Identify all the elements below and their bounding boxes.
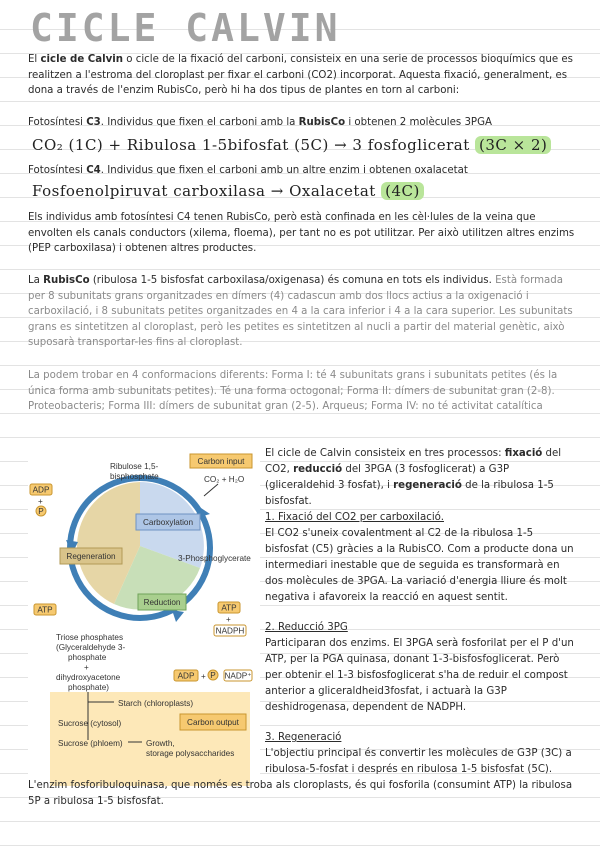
intro-text: El [28,54,41,65]
calvin-text-4: de la ribulosa 1-5 bisfosfat. [265,480,554,507]
step1-heading: 1. Fixació del CO2 per carboxilació. [265,512,444,523]
c3-formula-text: CO₂ (1C) + Ribulosa 1-5bifosfat (5C) → 3 fosfoglicerat [32,136,470,154]
c4-formula [32,182,424,200]
step1-body: El CO2 s'uneix covalentment al C2 de la ribulosa 1-5 bisfosfat (C5) gràcies a la RubisCO. Com a producte dona un intermediari inestable que de seguida es transformarà en dos molècules de 3PGA. La variació d'energia lliure és molt negativa i afavoreix la reacció en aquest sentit. [265,528,574,603]
calvin-text-2: del CO2, [265,448,562,475]
calvin-bold-fixacio: fixació [504,448,543,459]
storage-label: storage polysaccharides [146,749,235,758]
step2-section [265,620,575,716]
carbon-output-label: Carbon output [187,718,239,727]
nadp-label: NADP⁺ [224,671,252,681]
sucrose-phloem-label: Sucrose (phloem) [58,739,123,748]
triose-line-1: Triose phosphates [56,633,124,642]
rubisco-text-2: (ribulosa 1-5 bisfosfat carboxilasa/oxigenasa) és comuna en tots els individus. [89,275,496,286]
c3-bold: C3 [86,117,101,128]
calvin-bold-regeneracio: regeneració [393,480,462,491]
c3-text-2: . Individus que fixen el carboni amb la [100,117,299,128]
ribulose-label-2: bisphosphate [110,472,159,481]
growth-label: Growth, [146,739,175,748]
rubisco-paragraph [28,273,576,351]
c3-formula [32,136,551,154]
carbon-input-label: Carbon input [197,457,245,466]
co2-h2o-label: CO₂ + H₂O [204,475,245,484]
c4-bold: C4 [86,165,101,176]
calvin-text: El cicle de Calvin consisteix en tres processos: [265,448,505,459]
c3-paragraph [28,115,576,131]
pga-label: 3-Phosphoglycerate [178,554,251,563]
nadph-label: NADPH [215,626,245,636]
reduction-label: Reduction [143,598,181,607]
rubisco-text: La [28,275,44,286]
starch-label: Starch (chloroplasts) [118,699,194,708]
forms-paragraph: La podem trobar en 4 conformacions diferents: Forma I: té 4 subunitats grans i subunitats petites (és la única forma amb subunitats petites). Té una forma octogonal; Forma II: dímers de subunitat gran (2-8). Proteobacteris; Forma III: dímers de subunitat gran (2-5). Arqueus; Forma IV: no té activitat catalítica [28,370,558,412]
intro-bold-term: cicle de Calvin [40,54,124,65]
plus-right: + [226,615,231,624]
calvin-summary [265,446,575,510]
step3-body: L'objectiu principal és convertir les molècules de G3P (3C) a ribulosa-5-fosfat i després en ribulosa 1-5 bisfosfat (5C). [265,748,572,775]
calvin-bold-reduccio: reducció [293,464,343,475]
rubisco-bold: RubisCo [43,275,90,286]
atp-label-left: ATP [37,605,53,615]
c4-text: Fotosíntesi [28,165,87,176]
adp-label-right: ADP [177,671,195,681]
c3-bold-rubisco: RubisCo [298,117,346,128]
calvin-cycle-diagram [28,444,260,790]
adp-label-left: ADP [32,485,50,495]
step1-section [265,510,575,606]
c3-highlight: (3C × 2) [475,136,551,154]
c4-highlight: (4C) [381,182,424,200]
rubisco-grey-text: Està formada per 8 subunitats grans organitzades en dímers (4) cadascun amb dos llocs actius a la oxigenació i carboxilació, i 8 subunitats petites organitzades en 4 a la cara inferior i 4 a la cara superior. Les subunitats grans es sintetitzen al cloroplast, però les petites es sintetitzen al nucli a partir del material genètic, això suposarà transportar-les fins al cloroplast. [28,275,573,348]
step3-heading: 3. Regeneració [265,732,342,743]
regeneration-label: Regeneration [66,552,116,561]
page-title: CICLE CALVIN [30,6,341,50]
c4-text-2: . Individus que fixen el carboni amb un altre enzim i obtenen oxalacetat [100,165,468,176]
intro-paragraph [28,52,576,99]
triose-line-3: phosphate [68,653,107,662]
c4-paragraph [28,163,576,179]
c3-text: Fotosíntesi [28,117,87,128]
sucrose-cytosol-label: Sucrose (cytosol) [58,719,122,728]
ribulose-label: Ribulose 1,5- [110,462,159,471]
phosphate-label-right: P [210,671,216,680]
plus-adp-right: + [201,672,206,681]
c3-text-3: i obtenen 2 molècules 3PGA [345,117,492,128]
triose-line-6: phosphate) [68,683,109,692]
triose-line-2: (Glyceraldehyde 3- [56,643,126,652]
triose-line-5: dihydroxyacetone [56,673,121,682]
intro-text-rest: o cicle de la fixació del carboni, consisteix en una serie de processos bioquímics que es realitzen a l'estroma del cloroplast per fixar el carboni (CO2) incorporat. Aquesta fixació, generalment, es dona a través de l'enzim RubisCo, però hi ha dos tipus de plantes en torn al carboni: [28,54,573,96]
plus-left: + [38,497,43,506]
triose-line-4: + [84,663,89,672]
calvin-text-3: del 3PGA (3 fosfoglicerat) a G3P (gliceraldehid 3 fosfat), i [265,464,510,491]
final-paragraph: L'enzim fosforibuloquinasa, que només es troba als cloroplasts, és qui fosforila (consumint ATP) la ribulosa 5P a ribulosa 1-5 bisfosfat. [28,780,573,807]
c4-note-paragraph: Els individus amb fotosíntesi C4 tenen RubisCo, però està confinada en les cèl·lules de la veina que envolten els canals conductors (xilema, floema), per tant no es pot utilitzar. Per això utilitzen altres enzims (PEP carboxilasa) i obtenen altres productes. [28,212,575,254]
step2-body: Participaran dos enzims. El 3PGA serà fosforilat per el P d'un ATP, per la PGA quinasa, donant 1-3-bisfosfoglicerat. Però per obtenir el 1-3 bisfosfoglicerat s'ha de reduir el compost anterior a gliceraldheid3fosfat, i actuarà la G3P deshidrogenasa, dependent de NADPH. [265,638,574,713]
step2-heading: 2. Reducció 3PG [265,622,348,633]
atp-label-right: ATP [221,603,237,613]
carboxylation-label: Carboxylation [142,518,194,527]
step3-section [265,730,575,778]
phosphate-label-left: P [38,507,44,516]
c4-formula-text: Fosfoenolpiruvat carboxilasa → Oxalacetat [32,182,376,200]
